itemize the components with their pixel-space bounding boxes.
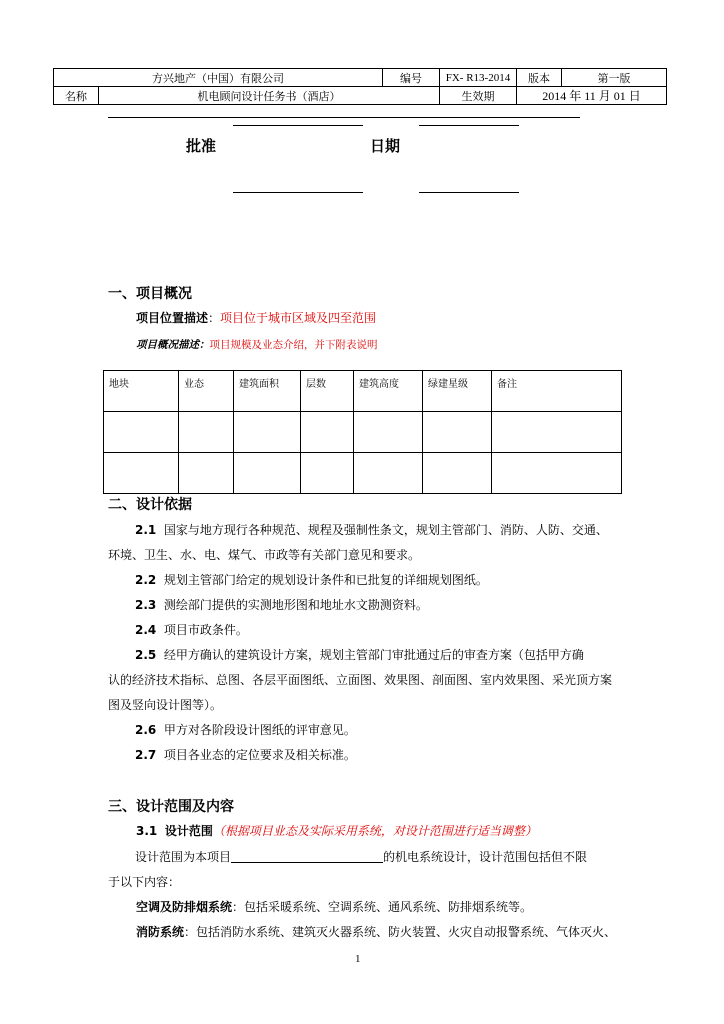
table-header-cell: 地块: [104, 371, 179, 412]
table-cell: [492, 412, 622, 453]
document-header-table: [53, 68, 667, 105]
table-row: [104, 453, 622, 494]
project-name-blank: [231, 848, 383, 863]
sub-note: （根据项目业态及实际采用系统，对设计范围进行适当调整）: [212, 824, 537, 838]
table-cell: [104, 453, 179, 494]
table-cell: [423, 412, 492, 453]
item-number: 2.1: [135, 523, 157, 537]
header-divider: [108, 117, 580, 118]
table-row: [104, 412, 622, 453]
hvac-label: 空调及防排烟系统: [136, 900, 233, 914]
item-text: 环境、卫生、水、电、煤气、市政等有关部门意见和要求。: [108, 548, 421, 562]
table-cell: [423, 453, 492, 494]
item-text: 项目各业态的定位要求及相关标准。: [163, 748, 356, 762]
table-cell: [104, 412, 179, 453]
fire-label: 消防系统: [136, 925, 185, 939]
sub-number: 3.1: [136, 824, 158, 838]
table-cell: [301, 412, 354, 453]
scope-subtitle: [136, 819, 537, 844]
basis-item-2-2: [108, 568, 488, 593]
table-header-cell: 层数: [301, 371, 354, 412]
basis-item-2-5: [108, 643, 612, 718]
item-number: 2.5: [135, 648, 157, 662]
effective-date: 2014 年 11 月 01 日: [517, 87, 667, 105]
scope-line2: 于以下内容：: [108, 875, 181, 889]
item-number: 2.4: [135, 623, 157, 637]
version-value: 第一版: [562, 69, 667, 87]
date-line-top: [419, 125, 519, 126]
code-label: 编号: [383, 69, 440, 87]
effective-label: 生效期: [440, 87, 517, 105]
fire-text: ：包括消防水系统、建筑灭火器系统、防火装置、火灾自动报警系统、气体灭火、: [184, 925, 617, 939]
hvac-text: ：包括采暖系统、空调系统、通风系统、防排烟系统等。: [232, 900, 533, 914]
table-header-cell: 备注: [492, 371, 622, 412]
sub-title: 设计范围: [164, 824, 213, 838]
item-number: 2.6: [135, 723, 157, 737]
item-text: 经甲方确认的建筑设计方案，规划主管部门审批通过后的审查方案（包括甲方确: [163, 648, 584, 662]
table-cell: [179, 453, 234, 494]
fire-line: [136, 920, 616, 945]
date-line: [419, 192, 519, 193]
table-header-cell: 业态: [179, 371, 234, 412]
location-line: [136, 306, 376, 331]
date-label: 日期: [370, 137, 401, 155]
table-cell: [234, 412, 301, 453]
overview-value: 项目规模及业态介绍，并下附表说明: [209, 339, 378, 351]
section-1-title: 一、项目概况: [108, 286, 192, 302]
table-header-cell: 绿建星级: [423, 371, 492, 412]
basis-item-2-1: [108, 518, 608, 568]
basis-item-2-3: [108, 593, 428, 618]
location-label: 项目位置描述: [136, 311, 209, 325]
project-overview-table: [103, 370, 622, 494]
table-cell: [354, 412, 423, 453]
item-text: 项目市政条件。: [163, 623, 248, 637]
code-value: FX- R13-2014: [440, 69, 517, 87]
hvac-line: [136, 895, 532, 920]
basis-item-2-7: [108, 743, 356, 768]
table-header-cell: 建筑面积: [234, 371, 301, 412]
table-cell: [492, 453, 622, 494]
document-name: 机电顾问设计任务书（酒店）: [99, 87, 440, 105]
table-cell: [301, 453, 354, 494]
approve-signature-line: [233, 192, 363, 193]
page-number: 1: [355, 953, 361, 965]
item-text: 规划主管部门给定的规划设计条件和已批复的详细规划图纸。: [163, 573, 488, 587]
table-header-row: [104, 371, 622, 412]
item-text: 图及竖向设计图等）。: [108, 698, 223, 712]
basis-item-2-4: [108, 618, 248, 643]
item-text: 国家与地方现行各种规范、规程及强制性条文，规划主管部门、消防、人防、交通、: [163, 523, 608, 537]
table-cell: [234, 453, 301, 494]
company-name: 方兴地产（中国）有限公司: [54, 69, 383, 87]
table-cell: [354, 453, 423, 494]
table-header-cell: 建筑高度: [354, 371, 423, 412]
item-text: 测绘部门提供的实测地形图和地址水文勘测资料。: [163, 598, 428, 612]
table-cell: [179, 412, 234, 453]
scope-prefix: 设计范围为本项目: [135, 850, 232, 864]
scope-paragraph: [108, 845, 587, 895]
overview-label: 项目概况描述：: [136, 339, 210, 351]
name-label: 名称: [54, 87, 99, 105]
scope-suffix: 的机电系统设计，设计范围包括但不限: [383, 850, 588, 864]
item-number: 2.7: [135, 748, 157, 762]
location-sep: ：: [208, 311, 221, 325]
basis-item-2-6: [108, 718, 356, 743]
item-text: 认的经济技术指标、总图、各层平面图纸、立面图、效果图、剖面图、室内效果图、采光顶方案: [108, 673, 613, 687]
overview-line: [136, 333, 378, 358]
approve-label: 批准: [186, 137, 217, 155]
item-number: 2.3: [135, 598, 157, 612]
approve-signature-line-top: [233, 125, 363, 126]
item-text: 甲方对各阶段设计图纸的评审意见。: [163, 723, 356, 737]
item-number: 2.2: [135, 573, 157, 587]
section-3-title: 三、设计范围及内容: [108, 799, 234, 815]
location-value: 项目位于城市区域及四至范围: [220, 311, 377, 325]
version-label: 版本: [517, 69, 562, 87]
section-2-title: 二、设计依据: [108, 497, 192, 513]
